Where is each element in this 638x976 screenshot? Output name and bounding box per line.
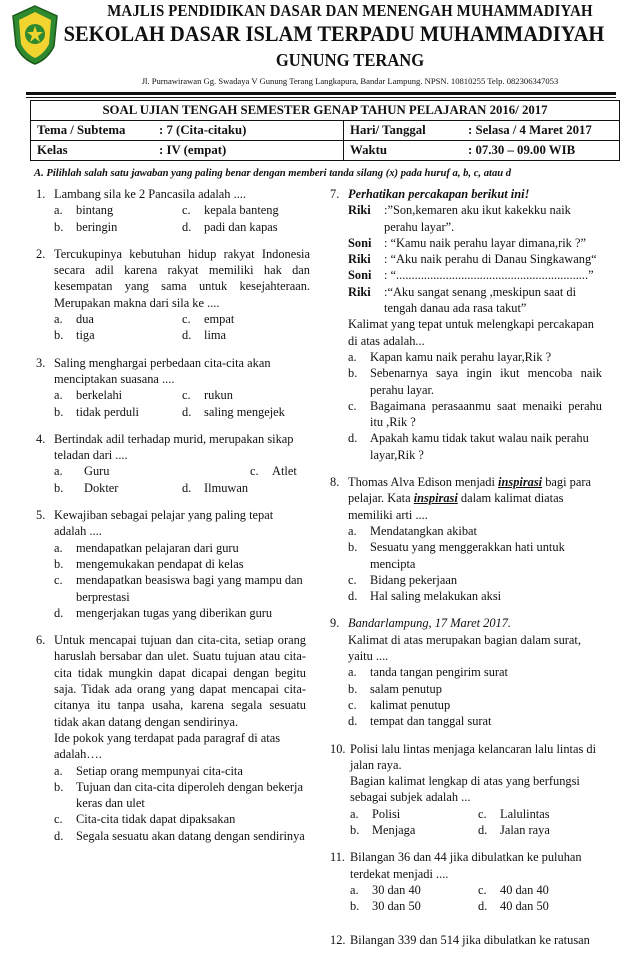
dialogue-line: Riki :“Aku sangat senang ,meskipun saat di tengah danau ada rasa takut” [348,284,577,316]
option-c[interactable]: c. Cita-cita tidak dapat dipaksakan [54,812,236,827]
keyword-inspirasi: inspirasi [498,475,543,490]
question-number: 4. [36,431,46,446]
question-number: 3. [36,355,46,370]
question-number: 7. [330,187,340,201]
time-value: : 07.30 – 09.00 WIB [462,141,620,161]
dialogue-line: Soni : “..............................................................” [348,268,594,283]
option-c[interactable]: c. kepala banteng [182,203,279,218]
question-number: 12. [330,933,346,948]
question-1 [36,186,306,235]
option-a[interactable]: a. berkelahi [54,388,123,403]
question-number: 2. [36,246,46,261]
class-value: : IV (empat) [153,141,344,161]
section-a-instruction: A. Pilihlah salah satu jawaban yang paling benar dengan memberi tanda silang (x) pada huruf a, b, c, atau d [34,168,512,179]
question-text: Bilangan 339 dan 514 jika dibulatkan ke ratusan [350,933,590,948]
day-label: Hari/ Tanggal [344,121,463,141]
option-b[interactable]: b. Dokter [54,480,119,495]
option-b[interactable]: b. beringin [54,219,118,234]
question-number: 1. [36,187,46,201]
dialogue-line: Riki : “Aku naik perahu di Danau Singkawang“ [348,252,597,267]
left-column [36,186,310,855]
option-a[interactable]: a. Kapan kamu naik perahu layar,Rik ? [348,349,552,364]
option-a[interactable]: a. Setiap orang mempunyai cita-cita [54,763,243,778]
question-number: 9. [330,616,340,631]
option-a[interactable]: a. Guru [54,464,110,479]
question-number: 10. [330,741,346,756]
option-c[interactable]: c. 40 dan 40 [478,882,549,897]
question-text: Thomas Alva Edison menjadi inspirasi bagi para pelajar. Kata inspirasi dalam kalimat diatas memiliki arti .... [348,475,591,522]
option-b[interactable]: b. Sebenarnya saya ingin ikut mencoba naik perahu layar. [348,366,602,397]
school-name: SEKOLAH DASAR ISLAM TERPADU MUHAMMADIYAH [63,21,605,46]
question-8 [330,474,602,604]
option-b[interactable]: b. mengemukakan pendapat di kelas [54,556,244,571]
question-text: Bilangan 36 dan 44 jika dibulatkan ke puluhan terdekat menjadi .... [350,850,582,881]
option-c[interactable]: c. kalimat penutup [348,697,451,712]
option-d[interactable]: d. 40 dan 50 [478,899,549,914]
class-label: Kelas [31,141,154,161]
dialogue-line: Soni : “Kamu naik perahu layar dimana,rik ?” [348,235,586,250]
option-c[interactable]: c. Bidang pekerjaan [348,572,458,587]
question-quote: Bandarlampung, 17 Maret 2017. [348,616,512,631]
right-column [330,186,602,960]
option-b[interactable]: b. tidak perduli [54,404,139,419]
option-d[interactable]: d. saling mengejek [182,404,285,419]
theme-value: : 7 (Cita-citaku) [153,121,344,141]
question-intro: Perhatikan percakapan berikut ini! [348,187,530,201]
option-c[interactable]: c. rukun [182,388,233,403]
exam-title: SOAL UJIAN TENGAH SEMESTER GENAP TAHUN PELAJARAN 2016/ 2017 [31,101,620,121]
keyword-inspirasi: inspirasi [413,491,458,506]
option-d[interactable]: d. Jalan raya [478,822,550,837]
question-text: Ide pokok yang terdapat pada paragraf di atas adalah…. [54,730,281,762]
question-2 [36,246,310,344]
option-d[interactable]: d. Apakah kamu tidak takut walau naik perahu layar,Rik ? [348,431,589,462]
option-c[interactable]: c. Bagaimana perasaanmu saat menaiki perahu itu ,Rik ? [348,398,602,430]
question-3 [36,355,306,420]
option-a[interactable]: a. Mendatangkan akibat [348,523,478,538]
header-rule-thin [26,97,616,98]
question-text: Bertindak adil terhadap murid, merupakan sikap teladan dari .... [54,431,294,463]
question-text: Kewajiban sebagai pelajar yang paling tepat adalah .... [54,508,274,539]
option-b[interactable]: b. 30 dan 50 [350,899,421,914]
option-a[interactable]: a. dua [54,312,94,327]
option-b[interactable]: b. Tujuan dan cita-cita diperoleh dengan bekerja keras dan ulet [54,779,303,811]
question-5 [36,507,306,621]
option-d[interactable]: d. Ilmuwan [182,480,249,495]
option-b[interactable]: b. tiga [54,328,95,343]
option-a[interactable]: a. 30 dan 40 [350,882,421,897]
option-b[interactable]: b. Menjaga [350,822,416,837]
option-c[interactable]: c. Atlet [250,464,297,479]
theme-label: Tema / Subtema [31,121,154,141]
option-d[interactable]: d. mengerjakan tugas yang diberikan guru [54,605,273,620]
question-text: Polisi lalu lintas menjaga kelancaran lalu lintas di jalan raya. [350,741,597,772]
question-number: 6. [36,633,46,648]
dialogue-line: Riki :”Son,kemaren aku ikut kakekku naik perahu layar”. [348,203,571,234]
question-text: Lambang sila ke 2 Pancasila adalah .... [54,187,246,201]
option-a[interactable]: a. tanda tangan pengirim surat [348,665,508,680]
question-12 [330,932,602,948]
question-number: 11. [330,850,346,865]
school-address: Jl. Purnawirawan Gg. Swadaya V Gunung Terang Langkapura, Bandar Lampung. NPSN. 10810255 Telp. 082306347053 [141,76,559,86]
option-d[interactable]: d. lima [182,328,227,343]
option-d[interactable]: d. tempat dan tanggal surat [348,714,492,729]
option-a[interactable]: a. bintang [54,203,114,218]
question-text: Kalimat yang tepat untuk melengkapi percakapan di atas adalah... [348,317,594,348]
question-passage: Untuk mencapai tujuan dan cita-cita, setiap orang haruslah bersabar dan ulet. Suatu tujuan atau cita-cita tidak mungkin dapat dicapai dengan begitu saja. Tidak ada orang yang dapat mencapai cita-citanya itu tanpa usaha, karena segala sesuatu tidak akan datang dengan sendirinya. [54,633,306,729]
option-c[interactable]: c. Lalulintas [478,806,550,821]
time-label: Waktu [344,141,463,161]
question-text: Tercukupinya kebutuhan hidup rakyat Indonesia secara adil karena rakyat memiliki hak dan kesempatan yang sama untuk kesejahteraan. Merupakan makna dari sila ke .... [54,246,310,310]
school-location: GUNUNG TERANG [275,50,425,70]
option-d[interactable]: d. padi dan kapas [182,219,278,234]
question-7 [330,186,602,463]
question-ask: Bagian kalimat lengkap di atas yang berfungsi sebagai subjek adalah ... [350,774,580,805]
option-b[interactable]: b. salam penutup [348,681,442,696]
question-11 [330,849,602,914]
option-d[interactable]: d. Segala sesuatu akan datang dengan sendirinya [54,828,305,843]
question-6 [36,632,306,844]
question-9 [330,615,602,729]
question-text: Kalimat di atas merupakan bagian dalam surat, yaitu .... [348,632,581,664]
question-number: 5. [36,508,46,523]
option-d[interactable]: d. Hal saling melakukan aksi [348,589,502,604]
option-b[interactable]: b. Sesuatu yang menggerakkan hati untuk mencipta [348,540,565,571]
day-value: : Selasa / 4 Maret 2017 [462,121,620,141]
option-c[interactable]: c. empat [182,312,235,327]
option-c[interactable]: c. mendapatkan beasiswa bagi yang mampu dan berprestasi [54,573,303,604]
option-a[interactable]: a. Polisi [350,806,401,821]
org-line: MAJLIS PENDIDIKAN DASAR DAN MENENGAH MUHAMMADIYAH [107,1,593,20]
option-a[interactable]: a. mendapatkan pelajaran dari guru [54,540,239,555]
question-number: 8. [330,475,340,490]
question-10 [330,741,602,839]
question-4 [36,431,306,496]
question-text: Saling menghargai perbedaan cita-cita akan menciptakan suasana .... [54,355,271,386]
header-rule-thick [26,92,616,95]
exam-info-table [30,100,620,161]
